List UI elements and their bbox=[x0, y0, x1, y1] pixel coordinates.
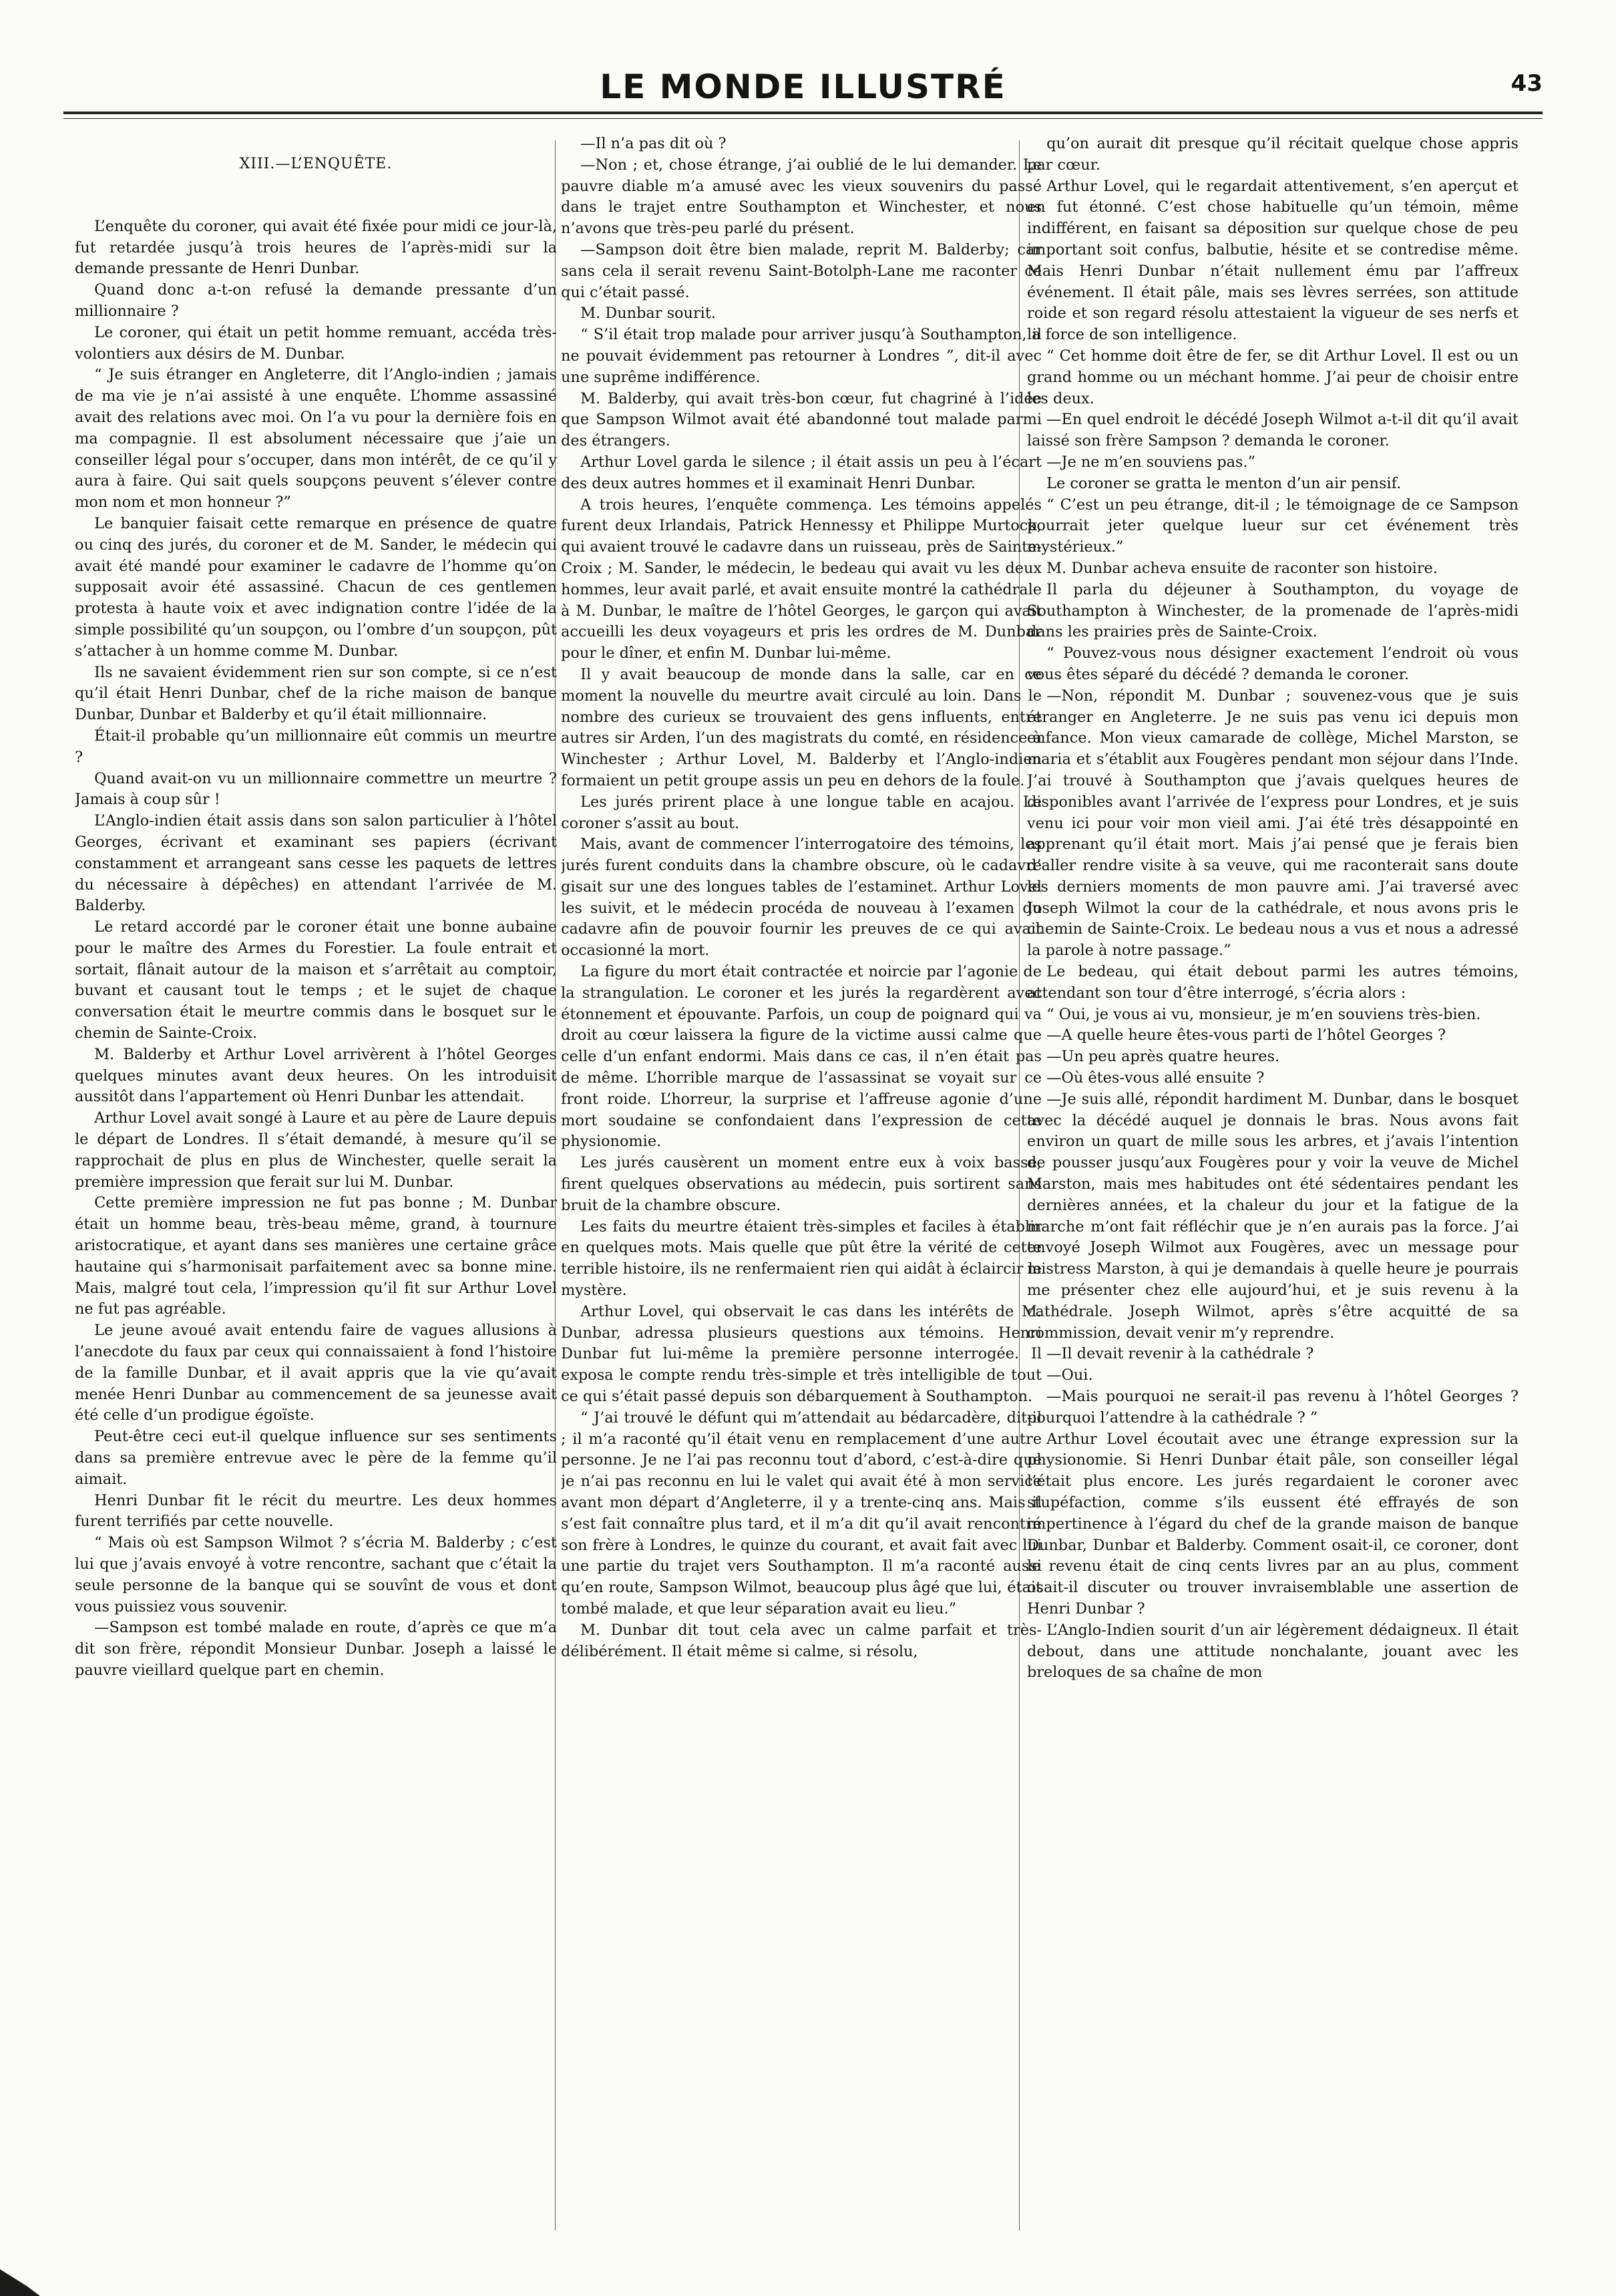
paragraph: L’Anglo-indien était assis dans son salon particulier à l’hôtel Georges, écrivant et examinant ses papiers (écrivant constamment et arrangeant sans cesse les paquets de lettres du nécessaire à dépêches) en attendant l’arrivée de M. Balderby. bbox=[75, 812, 557, 915]
paragraph: —Où êtes-vous allé ensuite ? bbox=[1046, 1069, 1265, 1087]
paragraph: Cette première impression ne fut pas bonne ; M. Dunbar était un homme beau, très-beau même, grand, à tournure aristocratique, et ayant dans ses manières une certaine grâce hautaine qui s’harmonisait parfaitement avec sa bonne mine. Mais, malgré tout cela, l’impression qu’il fit sur Arthur Lovel ne fut pas agréable. bbox=[75, 1194, 557, 1318]
paragraph: Ils ne savaient évidemment rien sur son compte, si ce n’est qu’il était Henri Dunbar, chef de la riche maison de banque Dunbar, Dunbar et Balderby et qu’il était millionnaire. bbox=[75, 663, 557, 724]
paragraph: Peut-être ceci eut-il quelque influence sur ses sentiments dans sa première entrevue avec le père de la femme qu’il aimait. bbox=[75, 1428, 557, 1488]
text-column-1 bbox=[75, 134, 557, 2231]
paragraph: Il parla du déjeuner à Southampton, du voyage de Southampton à Winchester, de la promenade de l’après-midi dans les prairies près de Sainte-Croix. bbox=[1027, 580, 1519, 641]
paragraph: —Non, répondit M. Dunbar ; souvenez-vous que je suis étranger en Angleterre. Je ne suis pas venu ici depuis mon enfance. Mon vieux camarade de collège, Michel Marston, se maria et s’établit aux Fougères pendant mon séjour dans l’Inde. J’ai trouvé à Southampton que j’avais quelques heures de disponibles avant l’arrivée de l’express pour Londres, et je suis venu ici pour voir mon vieil ami. J’ai été très désappointé en apprenant qu’il était mort. Mais j’ai pensé que je ferais bien d’aller rendre visite à sa veuve, qui me raconterait sans doute les derniers moments de mon pauvre ami. J’ai traversé avec Joseph Wilmot la cour de la cathédrale, et nous avons pris le chemin de Sainte-Croix. Le bedeau nous a vus et nous a adressé la parole à notre passage.” bbox=[1027, 687, 1519, 960]
paragraph: “ J’ai trouvé le défunt qui m’attendait au bédarcadère, dit-il ; il m’a raconté qu’il était venu en remplacement d’une autre personne. Je ne l’ai pas reconnu tout d’abord, c’est-à-dire que je n’ai pas reconnu en lui le valet qui avait été à mon service avant mon départ d’Angleterre, il y a trente-cinq ans. Mais il s’est fait connaître plus tard, et il m’a dit qu’il avait rencontré son frère à Londres, le quinze du courant, et avait fait avec lui une partie du trajet vers Southampton. Il m’a raconté aussi qu’en route, Sampson Wilmot, beaucoup plus âgé que lui, était tombé malade, et que leur séparation avait eu lieu.” bbox=[561, 1408, 1042, 1617]
paragraph: Le bedeau, qui était debout parmi les autres témoins, attendant son tour d’être interrogé, s’écria alors : bbox=[1027, 963, 1519, 1002]
paragraph: L’Anglo-Indien sourit d’un air légèrement dédaigneux. Il était debout, dans une attitude nonchalante, jouant avec les breloques de sa chaîne de mon bbox=[1027, 1621, 1519, 1682]
paragraph: Arthur Lovel garda le silence ; il était assis un peu à l’écart des deux autres hommes et il examinait Henri Dunbar. bbox=[561, 453, 1042, 492]
paragraph: Le jeune avoué avait entendu faire de vagues allusions à l’anecdote du faux par ceux qui connaissaient à fond l’histoire de la famille Dunbar, et il avait appris que la vie qu’avait menée Henri Dunbar au commencement de sa jeunesse avait été celle d’un prodigue égoïste. bbox=[75, 1322, 557, 1424]
paragraph: M. Balderby, qui avait très-bon cœur, fut chagriné à l’idée que Sampson Wilmot avait été abandonné tout malade parmi des étrangers. bbox=[561, 389, 1042, 450]
paragraph: “ Oui, je vous ai vu, monsieur, je m’en souviens très-bien. bbox=[1046, 1005, 1481, 1023]
paragraph: —Il devait revenir à la cathédrale ? bbox=[1046, 1345, 1314, 1363]
newspaper-title: LE MONDE ILLUSTRÉ bbox=[600, 67, 1006, 106]
paragraph: Le coroner se gratta le menton d’un air pensif. bbox=[1046, 474, 1402, 492]
header-rule-thin bbox=[63, 118, 1543, 119]
paragraph: Les jurés causèrent un moment entre eux à voix basse, firent quelques observations au médecin, puis sortirent sans bruit de la chambre obscure. bbox=[561, 1154, 1042, 1214]
paragraph: —A quelle heure êtes-vous parti de l’hôtel Georges ? bbox=[1046, 1026, 1446, 1044]
paragraph: —Sampson est tombé malade en route, d’après ce que m’a dit son frère, répondit Monsieur Dunbar. Joseph a laissé le pauvre vieillard quelque part en chemin. bbox=[75, 1619, 557, 1679]
paragraph: “ S’il était trop malade pour arriver jusqu’à Southampton, il ne pouvait évidemment pas retourner à Londres ”, dit-il avec une suprême indifférence. bbox=[561, 326, 1042, 386]
paragraph: —Non ; et, chose étrange, j’ai oublié de le lui demander. Le pauvre diable m’a amusé avec les vieux souvenirs du passé dans le trajet entre Southampton et Winchester, et nous n’avons que très-peu parlé du présent. bbox=[561, 156, 1042, 238]
paragraph: Le coroner, qui était un petit homme remuant, accéda très-volontiers aux désirs de M. Dunbar. bbox=[75, 323, 557, 363]
paragraph: M. Dunbar sourit. bbox=[580, 305, 716, 323]
paragraph: Quand donc a-t-on refusé la demande pressante d’un millionnaire ? bbox=[75, 281, 557, 320]
paragraph: —Mais pourquoi ne serait-il pas revenu à l’hôtel Georges ? pourquoi l’attendre à la cathédrale ? ” bbox=[1027, 1388, 1519, 1426]
paragraph: Henri Dunbar fit le récit du meurtre. Les deux hommes furent terrifiés par cette nouvelle. bbox=[75, 1491, 557, 1531]
paragraph: —Je suis allé, répondit hardiment M. Dunbar, dans le bosquet avec la décédé auquel je donnais le bras. Nous avons fait environ un quart de mille sous les arbres, et j’avais l’intention de pousser jusqu’aux Fougères pour y voir la veuve de Michel Marston, mais mes habitudes ont été sédentaires pendant les dernières années, et la chaleur du jour et la fatigue de la marche m’ont fait réfléchir que je n’en aurais pas la force. J’ai envoyé Joseph Wilmot aux Fougères, avec un message pour mistress Marston, à qui je demandais à quelle heure je pourrais me présenter chez elle aujourd’hui, et je suis revenu à la cathédrale. Joseph Wilmot, après s’être acquitté de sa commission, devait venir m’y reprendre. bbox=[1027, 1090, 1519, 1342]
paragraph: —En quel endroit le décédé Joseph Wilmot a-t-il dit qu’il avait laissé son frère Sampson ? demanda le coroner. bbox=[1027, 411, 1519, 450]
paragraph: Quand avait-on vu un millionnaire commettre un meurtre ? Jamais à coup sûr ! bbox=[75, 769, 557, 809]
paragraph: “ C’est un peu étrange, dit-il ; le témoignage de ce Sampson pourrait jeter quelque lueur sur cet événement très mystérieux.” bbox=[1027, 496, 1519, 556]
paragraph: “ Cet homme doit être de fer, se dit Arthur Lovel. Il est ou un grand homme ou un méchant homme. J’ai peur de choisir entre les deux. bbox=[1027, 347, 1519, 407]
paragraph: “ Mais où est Sampson Wilmot ? s’écria M. Balderby ; c’est lui que j’avais envoyé à votre rencontre, sachant que c’était la seule personne de la banque qui se souvînt de vous et dont vous puissiez vous souvenir. bbox=[75, 1534, 557, 1615]
paragraph: Les jurés prirent place à une longue table en acajou. Le coroner s’assit au bout. bbox=[561, 793, 1042, 832]
paragraph: Arthur Lovel écoutait avec une étrange expression sur la physionomie. Si Henri Dunbar était pâle, son conseiller légal l’était plus encore. Les jurés regardaient le coroner avec stupéfaction, comme s’ils eussent été effrayés de son impertinence à l’égard du chef de la grande maison de banque Dunbar, Dunbar et Balderby. Comment osait-il, ce coroner, dont le revenu était de cinq cents livres par an au plus, comment osait-il discuter ou trouver invraisemblable une assertion de Henri Dunbar ? bbox=[1027, 1430, 1519, 1617]
paragraph: Arthur Lovel avait songé à Laure et au père de Laure depuis le départ de Londres. Il s’était demandé, à mesure qu’il se rapprochait de plus en plus de Winchester, quelle serait la première impression que ferait sur lui M. Dunbar. bbox=[75, 1109, 557, 1191]
text-column-3 bbox=[1027, 134, 1519, 2231]
paragraph: —Oui. bbox=[1046, 1366, 1093, 1384]
paragraph: Le retard accordé par le coroner était une bonne aubaine pour le maître des Armes du Forestier. La foule entrait et sortait, flânait autour de la maison et s’arrêtait au comptoir, buvant et causant tout le temps ; et le sujet de chaque conversation était le meurtre commis dans le bosquet sur le chemin de Sainte-Croix. bbox=[75, 918, 557, 1042]
paragraph: M. Balderby et Arthur Lovel arrivèrent à l’hôtel Georges quelques minutes avant deux heures. On les introduisit aussitôt dans l’appartement où Henri Dunbar les attendait. bbox=[75, 1045, 557, 1106]
page-header bbox=[63, 63, 1543, 124]
paragraph: M. Dunbar dit tout cela avec un calme parfait et très-délibérément. Il était même si calme, si résolu, bbox=[561, 1621, 1042, 1660]
paragraph: Il y avait beaucoup de monde dans la salle, car en ce moment la nouvelle du meurtre avait circulé au loin. Dans le nombre des curieux se trouvaient des gens influents, entre autres sir Arden, l’un des magistrats du comté, en résidence à Winchester ; Arthur Lovel, M. Balderby et l’Anglo-indien formaient un petit groupe assis un peu en dehors de la foule. bbox=[561, 665, 1042, 789]
paragraph: “ Pouvez-vous nous désigner exactement l’endroit où vous vous êtes séparé du décédé ? demanda le coroner. bbox=[1027, 644, 1519, 683]
paragraph: “ Je suis étranger en Angleterre, dit l’Anglo-indien ; jamais de ma vie je n’ai assisté à une enquête. L’homme assassiné avait des relations avec moi. On l’a vu pour la dernière fois en ma compagnie. Il est absolument nécessaire que j’aie un conseiller légal pour s’occuper, dans mon intérêt, de ce qu’il y aura à faire. Qui sait quels soupçons peuvent s’élever contre mon nom et mon honneur ?” bbox=[75, 366, 557, 512]
paragraph: La figure du mort était contractée et noircie par l’agonie de la strangulation. Le coroner et les jurés la regardèrent avec étonnement et épouvante. Parfois, un coup de poignard qui va droit au cœur laissera la figure de la victime aussi calme que celle d’un enfant endormi. Mais dans ce cas, il n’en était pas de même. L’horrible marque de l’assassinat se voyait sur ce front roide. L’horreur, la surprise et l’affreuse agonie d’une mort soudaine se confondaient dans l’expression de cette physionomie. bbox=[561, 963, 1042, 1151]
paragraph: M. Dunbar acheva ensuite de raconter son histoire. bbox=[1046, 559, 1438, 577]
paragraph: Le banquier faisait cette remarque en présence de quatre ou cinq des jurés, du coroner et de M. Sander, le médecin qui avait été mandé pour examiner le cadavre de l’homme qu’on supposait avoir été assassiné. Chacun de ces gentlemen protesta à haute voix et avec indignation contre l’idée de la simple possibilité qu’un soupçon, ou l’ombre d’un soupçon, pût s’attacher à un homme comme M. Dunbar. bbox=[75, 514, 557, 660]
paragraph: A trois heures, l’enquête commença. Les témoins appelés furent deux Irlandais, Patrick Hennessy et Philippe Murtock, qui avaient trouvé le cadavre dans un ruisseau, près de Sainte-Croix ; M. Sander, le médecin, le bedeau qui avait vu les deux hommes, leur avait parlé, et avait ensuite montré la cathédrale à M. Dunbar, le maître de l’hôtel Georges, le garçon qui avait accueilli les deux voyageurs et pris les ordres de M. Dunbar pour le dîner, et enfin M. Dunbar lui-même. bbox=[561, 496, 1042, 662]
paragraph: —Sampson doit être bien malade, reprit M. Balderby; car sans cela il serait revenu Saint-Botolph-Lane me raconter ce qui c’était passé. bbox=[561, 240, 1042, 301]
page-number: 43 bbox=[1510, 70, 1543, 97]
paragraph: Était-il probable qu’un millionnaire eût commis un meurtre ? bbox=[75, 727, 557, 766]
paragraph: Les faits du meurtre étaient très-simples et faciles à établir en quelques mots. Mais quelle que pût être la vérité de cette terrible histoire, ils ne renfermaient rien qui aidât à éclaircir le mystère. bbox=[561, 1217, 1042, 1300]
paragraph: —Il n’a pas dit où ? bbox=[580, 135, 727, 152]
paragraph: L’enquête du coroner, qui avait été fixée pour midi ce jour-là, fut retardée jusqu’à trois heures de l’après-midi sur la demande pressante de Henri Dunbar. bbox=[75, 217, 557, 278]
paragraph: Arthur Lovel, qui le regardait attentivement, s’en aperçut et en fut étonné. C’est chose habituelle qu’un témoin, même indifférent, en faisant sa déposition sur quelque chose de peu important soit confus, balbutie, hésite et se contredise même. Mais Henri Dunbar n’était nullement ému par l’affreux événement. Il était pâle, mais ses lèvres serrées, son attitude roide et son regard résolu attestaient la vigueur de ses nerfs et la force de son intelligence. bbox=[1027, 177, 1519, 344]
paragraph: —Un peu après quatre heures. bbox=[1046, 1048, 1280, 1066]
paragraph: —Je ne m’en souviens pas.” bbox=[1046, 453, 1255, 471]
paragraph: Mais, avant de commencer l’interrogatoire des témoins, les jurés furent conduits dans la chambre obscure, où le cadavre gisait sur une des longues tables de l’estaminet. Arthur Lovel les suivit, et le médecin procéda de nouveau à l’examen du cadavre afin de pouvoir fournir les preuves de ce qui avait occasionné la mort. bbox=[561, 835, 1042, 960]
paragraph: Arthur Lovel, qui observait le cas dans les intérêts de M. Dunbar, adressa plusieurs questions aux témoins. Henri Dunbar fut lui-même la première personne interrogée. Il exposa le compte rendu très-simple et très intelligible de tout ce qui s’était passé depuis son débarquement à Southampton. bbox=[561, 1302, 1042, 1406]
scan-edge-mark bbox=[0, 2249, 40, 2296]
header-rule-thick bbox=[63, 112, 1543, 114]
text-column-2 bbox=[561, 134, 1042, 2231]
paragraph: qu’on aurait dit presque qu’il récitait quelque chose appris par cœur. bbox=[1027, 135, 1519, 174]
chapter-title: XIII.—L’ENQUÊTE. bbox=[239, 156, 393, 172]
